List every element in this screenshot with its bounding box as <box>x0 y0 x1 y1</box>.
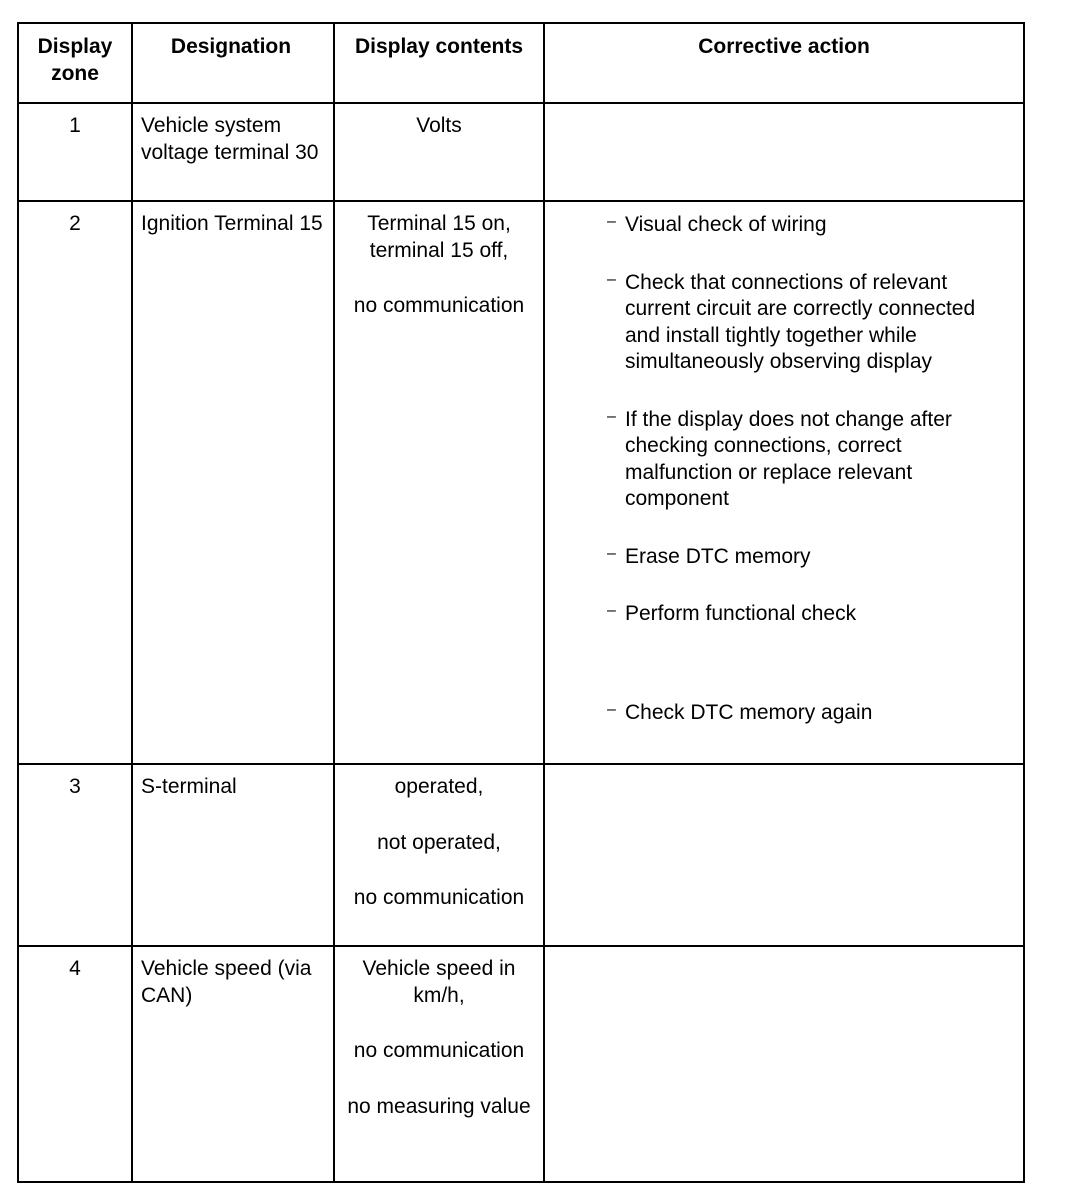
display-contents-cell <box>334 201 544 764</box>
display-content-text: Vehicle speed in km/h, <box>362 957 516 1007</box>
action-item <box>607 407 1009 513</box>
table-row <box>18 946 1024 1182</box>
designation-cell: S-terminal <box>132 764 334 946</box>
dash-bullet-icon: – <box>607 407 616 425</box>
display-content-text: not operated, <box>377 830 501 854</box>
action-item-text: Check DTC memory again <box>625 700 873 724</box>
dash-bullet-icon: – <box>607 270 616 288</box>
display-content-text: Terminal 15 on, terminal 15 off, <box>367 212 511 262</box>
display-content-text: no communication <box>353 886 525 909</box>
header-designation: Designation <box>132 23 334 103</box>
corrective-action-cell <box>544 764 1024 946</box>
dash-bullet-icon: – <box>607 700 616 718</box>
action-item-text: Check that connections of relevant current circuit are correctly connected and install tightly together while simultaneously observing display <box>625 270 976 373</box>
display-contents-cell <box>334 764 544 946</box>
designation-cell: Ignition Terminal 15 <box>132 201 334 764</box>
designation-cell: Vehicle speed (via CAN) <box>132 946 334 1182</box>
zone-cell: 2 <box>18 201 132 764</box>
display-contents-cell <box>334 946 544 1182</box>
action-item-text: Visual check of wiring <box>625 213 827 236</box>
action-item-text: If the display does not change after checking connections, correct malfunction or replace relevant component <box>625 407 952 510</box>
display-content-text: no communication <box>353 294 525 317</box>
corrective-action-cell <box>544 103 1024 201</box>
action-item <box>607 700 1009 727</box>
action-item-text: Erase DTC memory <box>625 544 811 568</box>
table-row <box>18 103 1024 201</box>
dash-bullet-icon: – <box>607 213 616 230</box>
zone-cell: 4 <box>18 946 132 1182</box>
action-item <box>607 601 1009 628</box>
table-row <box>18 764 1024 946</box>
dash-bullet-icon: – <box>607 544 616 562</box>
action-item-text: Perform functional check <box>625 602 857 625</box>
zone-cell: 3 <box>18 764 132 946</box>
action-item <box>607 212 1009 239</box>
corrective-action-cell <box>544 946 1024 1182</box>
action-item <box>607 544 1009 571</box>
corrective-action-list <box>545 212 1023 726</box>
display-content-text: Volts <box>416 114 462 137</box>
table-row <box>18 201 1024 764</box>
display-content-text: operated, <box>394 775 484 798</box>
designation-cell: Vehicle system voltage terminal 30 <box>132 103 334 201</box>
corrective-action-cell <box>544 201 1024 764</box>
display-zone-table <box>17 22 1025 1183</box>
table-header-row <box>18 23 1024 103</box>
header-display-zone: Display zone <box>18 23 132 103</box>
display-content-text: no measuring value <box>347 1094 531 1118</box>
display-content-text: no communication <box>353 1039 525 1062</box>
display-contents-cell <box>334 103 544 201</box>
header-corrective-action: Corrective action <box>544 23 1024 103</box>
zone-cell: 1 <box>18 103 132 201</box>
header-display-contents: Display contents <box>334 23 544 103</box>
action-item <box>607 270 1009 376</box>
dash-bullet-icon: – <box>607 602 616 619</box>
